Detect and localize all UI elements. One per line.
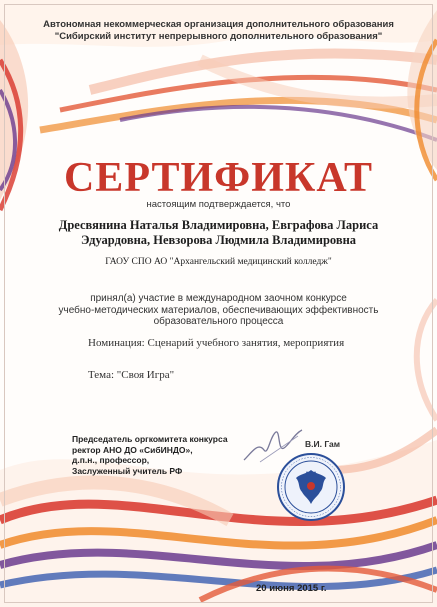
seal-emblem-icon [276, 452, 346, 522]
participation-text [40, 293, 397, 328]
confirm-text: настоящим подтверждается, что [146, 199, 291, 210]
theme-text: Тема: "Своя Игра" [88, 369, 175, 381]
recipient-names [40, 218, 397, 248]
chair-line-4: Заслуженный учитель РФ [72, 465, 183, 476]
chair-line-2: ректор АНО ДО «СибИНДО», [72, 444, 193, 455]
participation-line-2: учебно-методических материалов, обеспечивающих эффективность [58, 304, 379, 316]
recipient-names-line-2: Эдуардовна, Невзорова Людмила Владимировна [80, 233, 357, 247]
organization-line-1: Автономная некоммерческая организация дополнительного образования [43, 19, 394, 30]
signer-name: В.И. Гам [305, 439, 341, 449]
participation-line-1: принял(а) участие в международном заочном конкурсе [90, 293, 347, 304]
chair-block [72, 434, 228, 476]
chair-line-3: д.п.н., профессор, [72, 455, 150, 465]
institution-name: ГАОУ СПО АО "Архангельский медицинский колледж" [105, 257, 332, 267]
nomination-text: Номинация: Сценарий учебного занятия, мероприятия [88, 337, 345, 349]
participation-line-3: образовательного процесса [153, 316, 284, 327]
recipient-names-line-1: Дресвянина Наталья Владимировна, Евграфова Лариса [58, 218, 379, 232]
chair-line-1: Председатель оргкомитета конкурса [72, 434, 228, 444]
organization-line-2: "Сибирский институт непрерывного дополнительного образования" [54, 31, 383, 42]
certificate-date: 20 июня 2015 г. [256, 583, 327, 594]
certificate-title: СЕРТИФИКАТ [63, 155, 374, 201]
